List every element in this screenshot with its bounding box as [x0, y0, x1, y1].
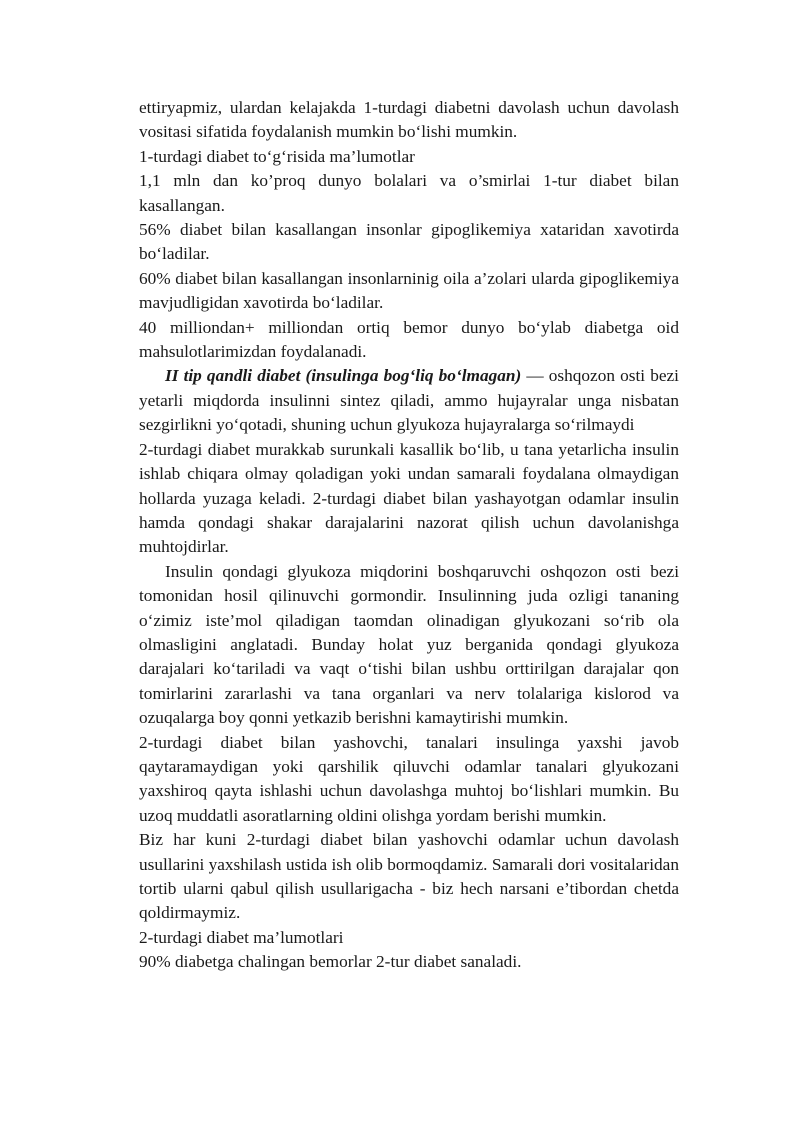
- fact-type2-percentage: 90% diabetga chalingan bemorlar 2-tur diabet sanaladi.: [139, 952, 522, 972]
- fact-family-worry: 60% diabet bilan kasallangan insonlarninig oila a’zolari ularda gipoglikemiya mavjudligidan xavotirda bo‘ladilar.: [139, 268, 679, 313]
- type2-term: II tip qandli diabet (insulinga bog‘liq bo‘lmagan): [165, 366, 522, 386]
- insulin-paragraph: Insulin qondagi glyukoza miqdorini boshqaruvchi oshqozon osti bezi tomonidan hosil qilinuvchi gormondir. Insulinning juda ozligi tananing o‘zimiz iste’mol qiladigan taomdan olinadigan glyukozani so‘rib ola olmasligini anglatadi. Bunday holat yuz berganida qondagi glyukoza darajalari ko‘tariladi va vaqt o‘tishi bilan ushbu orttirilgan darajalar qon tomirlarini zararlashi va tana organlari va nerv tolalariga kislorod va ozuqalarga boy qonni yetkazib berishni kamaytirishi mumkin.: [139, 561, 679, 728]
- type2-facts-heading: 2-turdagi diabet ma’lumotlari: [139, 927, 344, 947]
- document-page: [139, 96, 679, 975]
- fact-hypoglycemia-worry: 56% diabet bilan kasallangan insonlar gipoglikemiya xataridan xavotirda bo‘ladilar.: [139, 220, 679, 264]
- improvement-paragraph: Biz har kuni 2-turdagi diabet bilan yashovchi odamlar uchun davolash usullarini yaxshilash ustida ish olib bormoqdamiz. Samarali dori vositalaridan tortib ularni qabul qilish usullarigacha - biz hech narsani e’tibordan chetda qoldirmaymiz.: [139, 830, 679, 923]
- type2-treatment-paragraph: 2-turdagi diabet bilan yashovchi, tanalari insulinga yaxshi javob qaytaramaydigan yoki qarshilik qiluvchi odamlar tanalari glyukozani yaxshiroq qayta ishlashi uchun davolashga muhtoj bo‘lishlari mumkin. Bu uzoq muddatli asoratlarning oldini olishga yordam berishi mumkin.: [139, 732, 679, 825]
- type2-definition-text: — oshqozon osti bezi yetarli miqdorda insulinni sintez qiladi, ammo hujayralar unga nisbatan sezgirlikni yo‘qotadi, shuning uchun glyukoza hujayralarga so‘rilmaydi: [139, 366, 679, 435]
- paragraph-continuation: ettiryapmiz, ulardan kelajakda 1-turdagi diabetni davolash uchun davolash vositasi sifatida foydalanish mumkin bo‘lishi mumkin.: [139, 98, 679, 142]
- type2-description-paragraph: 2-turdagi diabet murakkab surunkali kasallik bo‘lib, u tana yetarlicha insulin ishlab chiqara olmay qoladigan yoki undan samarali foydalana olmaydigan hollarda yuzaga keladi. 2-turdagi diabet bilan yashayotgan odamlar insulin hamda qondagi shakar darajalarini nazorat qilish uchun davolanishga muhtojdirlar.: [139, 439, 679, 557]
- fact-children-count: 1,1 mln dan ko’proq dunyo bolalari va o’smirlai 1-tur diabet bilan kasallangan.: [139, 171, 679, 215]
- type1-facts-heading: 1-turdagi diabet to‘g‘risida ma’lumotlar: [139, 146, 415, 166]
- fact-patients-using-products: 40 milliondan+ milliondan ortiq bemor dunyo bo‘ylab diabetga oid mahsulotlarimizdan foydalanadi.: [139, 317, 679, 362]
- type2-definition-paragraph: [139, 364, 679, 437]
